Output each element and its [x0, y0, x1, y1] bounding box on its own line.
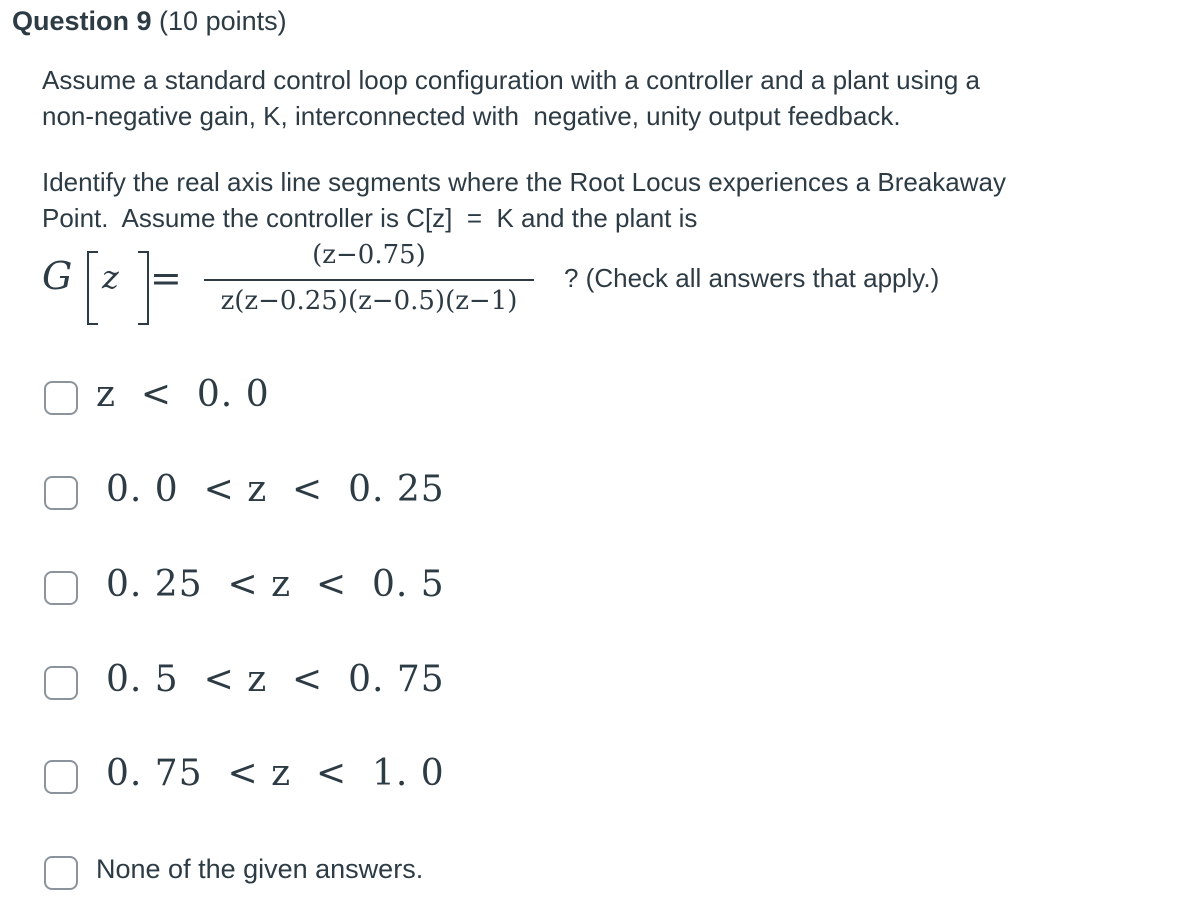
answer-label-3: 0. 25 < z < 0. 5 [106, 564, 445, 605]
answer-option-1[interactable] [44, 374, 744, 422]
equation-lhs-variable: z [102, 258, 119, 296]
answer-label-4: 0. 5 < z < 0. 75 [106, 659, 445, 700]
answer-label-6: None of the given answers. [96, 854, 424, 884]
answer-checkbox-4[interactable] [44, 666, 78, 700]
question-points: (10 points) [159, 6, 287, 36]
fraction-bar [204, 279, 534, 281]
transfer-function-equation [42, 238, 1042, 338]
equation-equals: = [150, 256, 182, 300]
answer-option-2[interactable] [44, 469, 744, 517]
question-paragraph-2: Identify the real axis line segments where the Root Locus experiences a Breakaway Point. Assume the controller is C[z] = K and the plant is [42, 167, 1006, 233]
answer-checkbox-1[interactable] [44, 381, 78, 415]
equation-numerator: (z−0.75) [312, 240, 426, 270]
answer-label-2: 0. 0 < z < 0. 25 [106, 469, 445, 510]
answer-option-4[interactable] [44, 659, 744, 707]
question-title: Question 9 [12, 6, 152, 36]
equation-suffix: ? (Check all answers that apply.) [564, 263, 940, 293]
answer-checkbox-3[interactable] [44, 571, 78, 605]
answer-label-5: 0. 75 < z < 1. 0 [106, 753, 445, 794]
answer-option-3[interactable] [44, 564, 744, 612]
answer-checkbox-5[interactable] [44, 760, 78, 794]
answer-option-5[interactable] [44, 753, 744, 801]
answer-option-6[interactable] [44, 850, 744, 898]
answer-label-1: z < 0. 0 [96, 374, 270, 415]
equation-lhs-symbol: G [42, 254, 73, 298]
answer-checkbox-6[interactable] [44, 856, 78, 890]
question-header [12, 6, 287, 37]
question-paragraph-1: Assume a standard control loop configuration with a controller and a plant using a non-negative gain, K, interconnected with negative, unity output feedback. [42, 65, 981, 131]
answer-checkbox-2[interactable] [44, 476, 78, 510]
equation-denominator: z(z−0.25)(z−0.5)(z−1) [220, 286, 518, 316]
